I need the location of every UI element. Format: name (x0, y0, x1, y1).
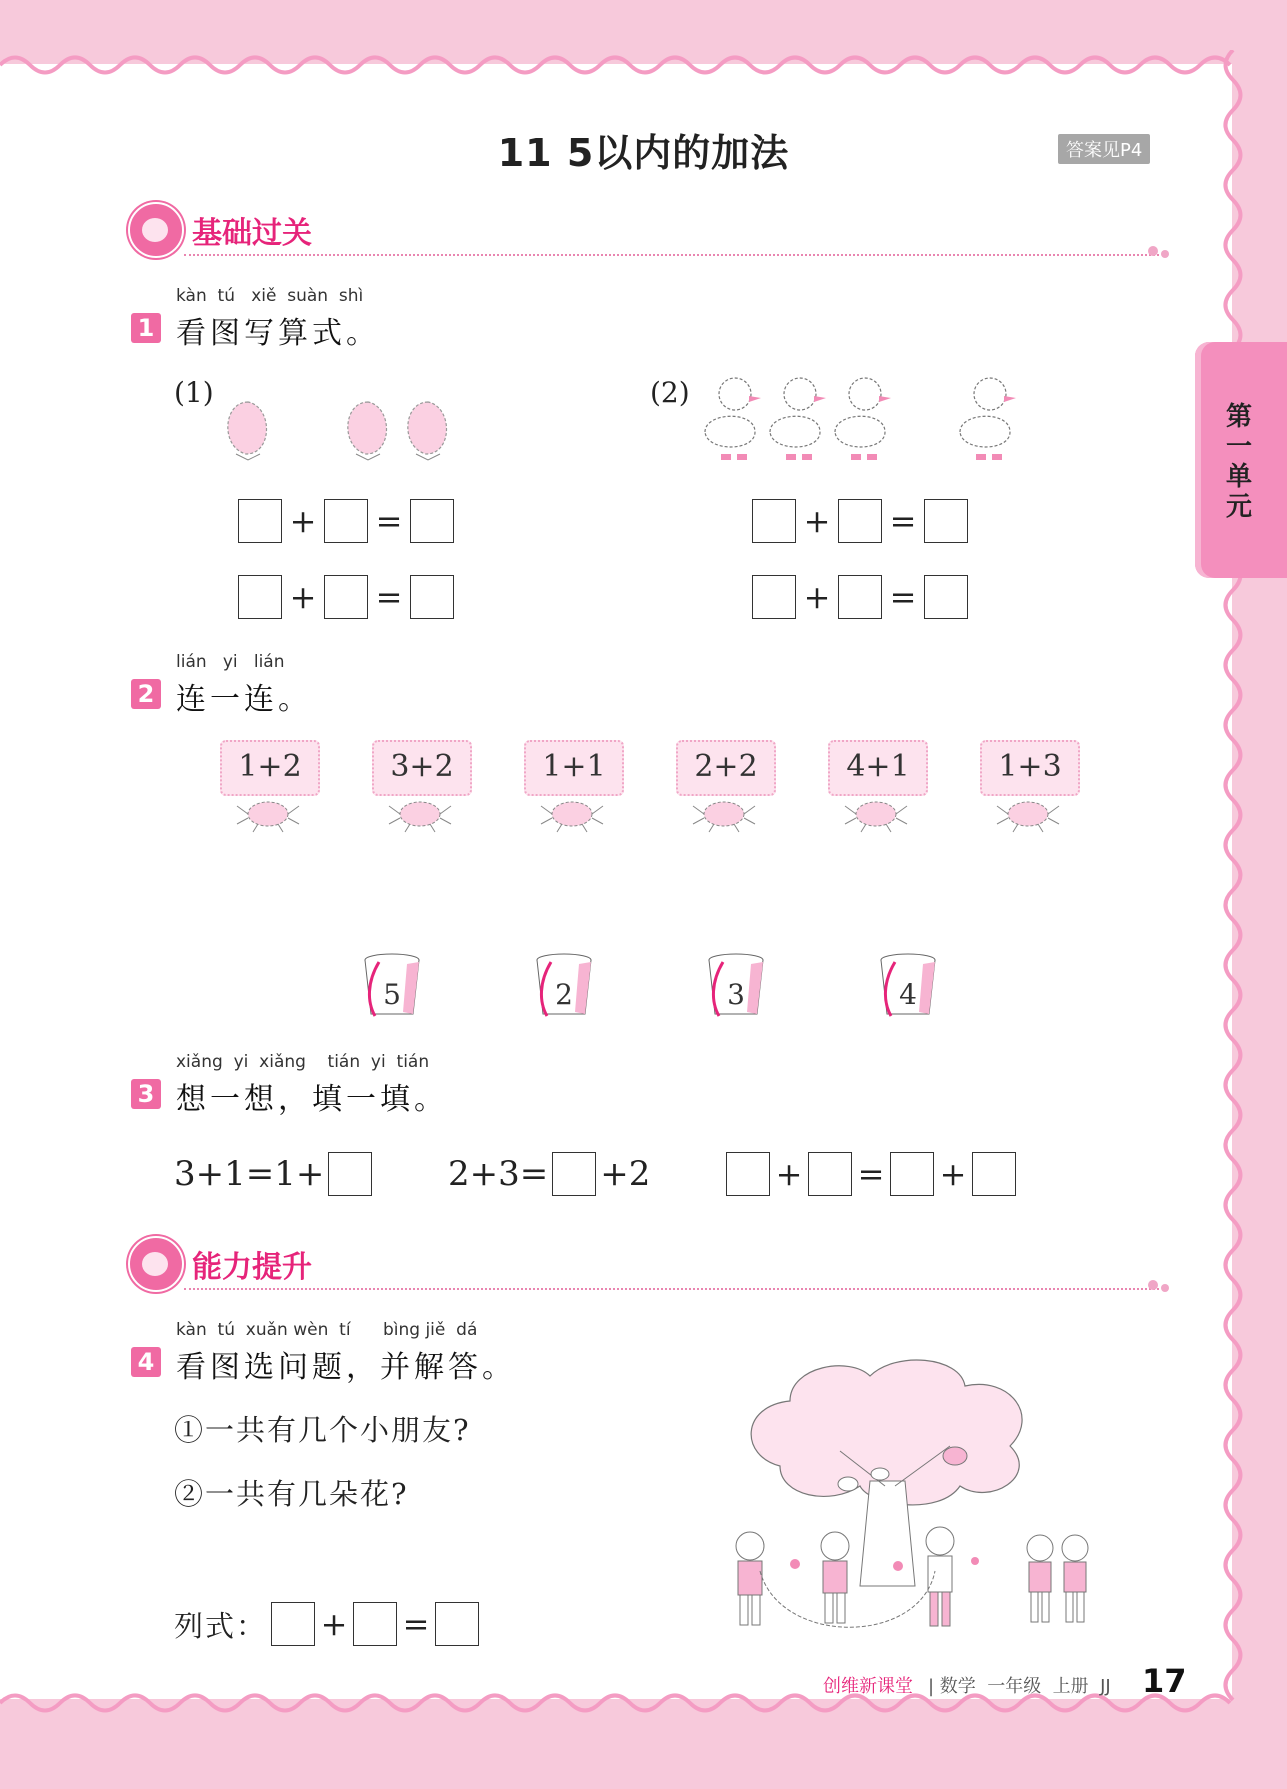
crab-expression-card[interactable]: 2+2 (676, 740, 776, 796)
footer-brand: 创维新课堂 (823, 1676, 913, 1697)
q2-instruction: 连一连。 (176, 682, 312, 717)
q1-sub-label-1: (1) (174, 376, 214, 409)
ducks-illustration (695, 372, 1035, 472)
q2-pinyin: lián yi lián (176, 652, 285, 672)
section-header-advanced (128, 1236, 1168, 1290)
tree-trunk-icon (860, 1481, 915, 1586)
tree-children-illustration (720, 1356, 1120, 1646)
page-number: 17 (1142, 1662, 1187, 1700)
wave-border-top (0, 50, 1240, 80)
answer-box[interactable] (972, 1152, 1016, 1196)
q4-formula: 列式： + = (174, 1602, 479, 1646)
crab-expression-card[interactable]: 3+2 (372, 740, 472, 796)
monkey-icon (128, 202, 184, 258)
peach-icon (348, 402, 387, 454)
crab-icon (537, 792, 607, 834)
answer-box[interactable] (410, 499, 454, 543)
q4-instruction: 看图选问题，并解答。 (176, 1350, 516, 1385)
child-icon (736, 1532, 764, 1625)
wave-border-right (1218, 50, 1248, 1710)
crab-expression-card[interactable]: 1+1 (524, 740, 624, 796)
q2-number: 2 (131, 679, 161, 709)
child-icon (926, 1527, 954, 1626)
dotted-divider (184, 1288, 1159, 1290)
crab-icon (993, 792, 1063, 834)
dotted-divider (184, 254, 1159, 256)
child-icon (1062, 1535, 1088, 1622)
q1-equation-1b: + = (238, 575, 454, 619)
unit-tab-label: 第一单元 (1225, 402, 1252, 522)
q1-pinyin: kàn tú xiě suàn shì (176, 286, 364, 306)
answer-box[interactable] (752, 499, 796, 543)
section-title-basic: 基础过关 (192, 216, 312, 251)
page-title: 11 5以内的加法 (497, 131, 790, 175)
q4-number: 4 (131, 1347, 161, 1377)
answer-box[interactable] (924, 575, 968, 619)
answer-box[interactable] (324, 575, 368, 619)
answer-box[interactable] (752, 575, 796, 619)
answer-box[interactable] (552, 1152, 596, 1196)
duck-icon (770, 378, 820, 447)
peach-icon (408, 402, 447, 454)
q1-instruction: 看图写算式。 (176, 316, 380, 351)
bucket-number: 4 (899, 978, 917, 1011)
duck-icon (835, 378, 885, 447)
q3-equation-3: + = + (726, 1152, 1016, 1196)
peaches-illustration (218, 392, 468, 464)
footer-book-info: | 数学 一年级 上册 JJ (928, 1676, 1111, 1697)
answer-box[interactable] (808, 1152, 852, 1196)
q4-option-1: ①一共有几个小朋友? (174, 1413, 471, 1447)
monkey-icon (128, 1236, 184, 1292)
squirrel-icon (943, 1447, 967, 1465)
q3-number: 3 (131, 1079, 161, 1109)
section-header-basic (128, 202, 1168, 256)
crab-expression-card[interactable]: 4+1 (828, 740, 928, 796)
bucket-number: 3 (727, 978, 745, 1011)
bucket-number: 5 (383, 978, 401, 1011)
answer-box[interactable] (838, 499, 882, 543)
answer-box[interactable] (435, 1602, 479, 1646)
q1-equation-2b: + = (752, 575, 968, 619)
duck-icon (960, 378, 1010, 447)
child-icon (821, 1532, 849, 1623)
answer-box[interactable] (838, 575, 882, 619)
child-icon (1027, 1535, 1053, 1622)
answer-box[interactable] (328, 1152, 372, 1196)
q3-pinyin: xiǎng yi xiǎng tián yi tián (176, 1052, 430, 1072)
answer-box[interactable] (924, 499, 968, 543)
crab-icon (233, 792, 303, 834)
answer-box[interactable] (410, 575, 454, 619)
crab-expression-card[interactable]: 1+3 (980, 740, 1080, 796)
q3-equation-2: 2+3= +2 (448, 1154, 651, 1194)
q1-sub-label-2: (2) (650, 376, 690, 409)
q3-instruction: 想一想，填一填。 (176, 1082, 448, 1117)
bucket-number: 2 (555, 978, 573, 1011)
q1-number: 1 (131, 313, 161, 343)
answer-reference-tag: 答案见P4 (1058, 134, 1150, 164)
section-title-advanced: 能力提升 (192, 1250, 312, 1285)
q1-equation-2a: + = (752, 499, 968, 543)
crab-icon (385, 792, 455, 834)
answer-box[interactable] (353, 1602, 397, 1646)
q4-option-2: ②一共有几朵花? (174, 1477, 409, 1511)
crab-icon (689, 792, 759, 834)
answer-box[interactable] (238, 575, 282, 619)
q4-pinyin: kàn tú xuǎn wèn tí bìng jiě dá (176, 1320, 478, 1340)
q3-equation-1: 3+1=1+ (174, 1152, 372, 1196)
answer-box[interactable] (726, 1152, 770, 1196)
answer-box[interactable] (890, 1152, 934, 1196)
crab-expression-card[interactable]: 1+2 (220, 740, 320, 796)
answer-box[interactable] (238, 499, 282, 543)
q1-equation-1a: + = (238, 499, 454, 543)
duck-icon (705, 378, 755, 447)
answer-box[interactable] (324, 499, 368, 543)
unit-side-tab[interactable] (1195, 342, 1287, 578)
peach-icon (228, 402, 267, 454)
answer-box[interactable] (271, 1602, 315, 1646)
formula-label: 列式： (174, 1608, 268, 1643)
crab-icon (841, 792, 911, 834)
